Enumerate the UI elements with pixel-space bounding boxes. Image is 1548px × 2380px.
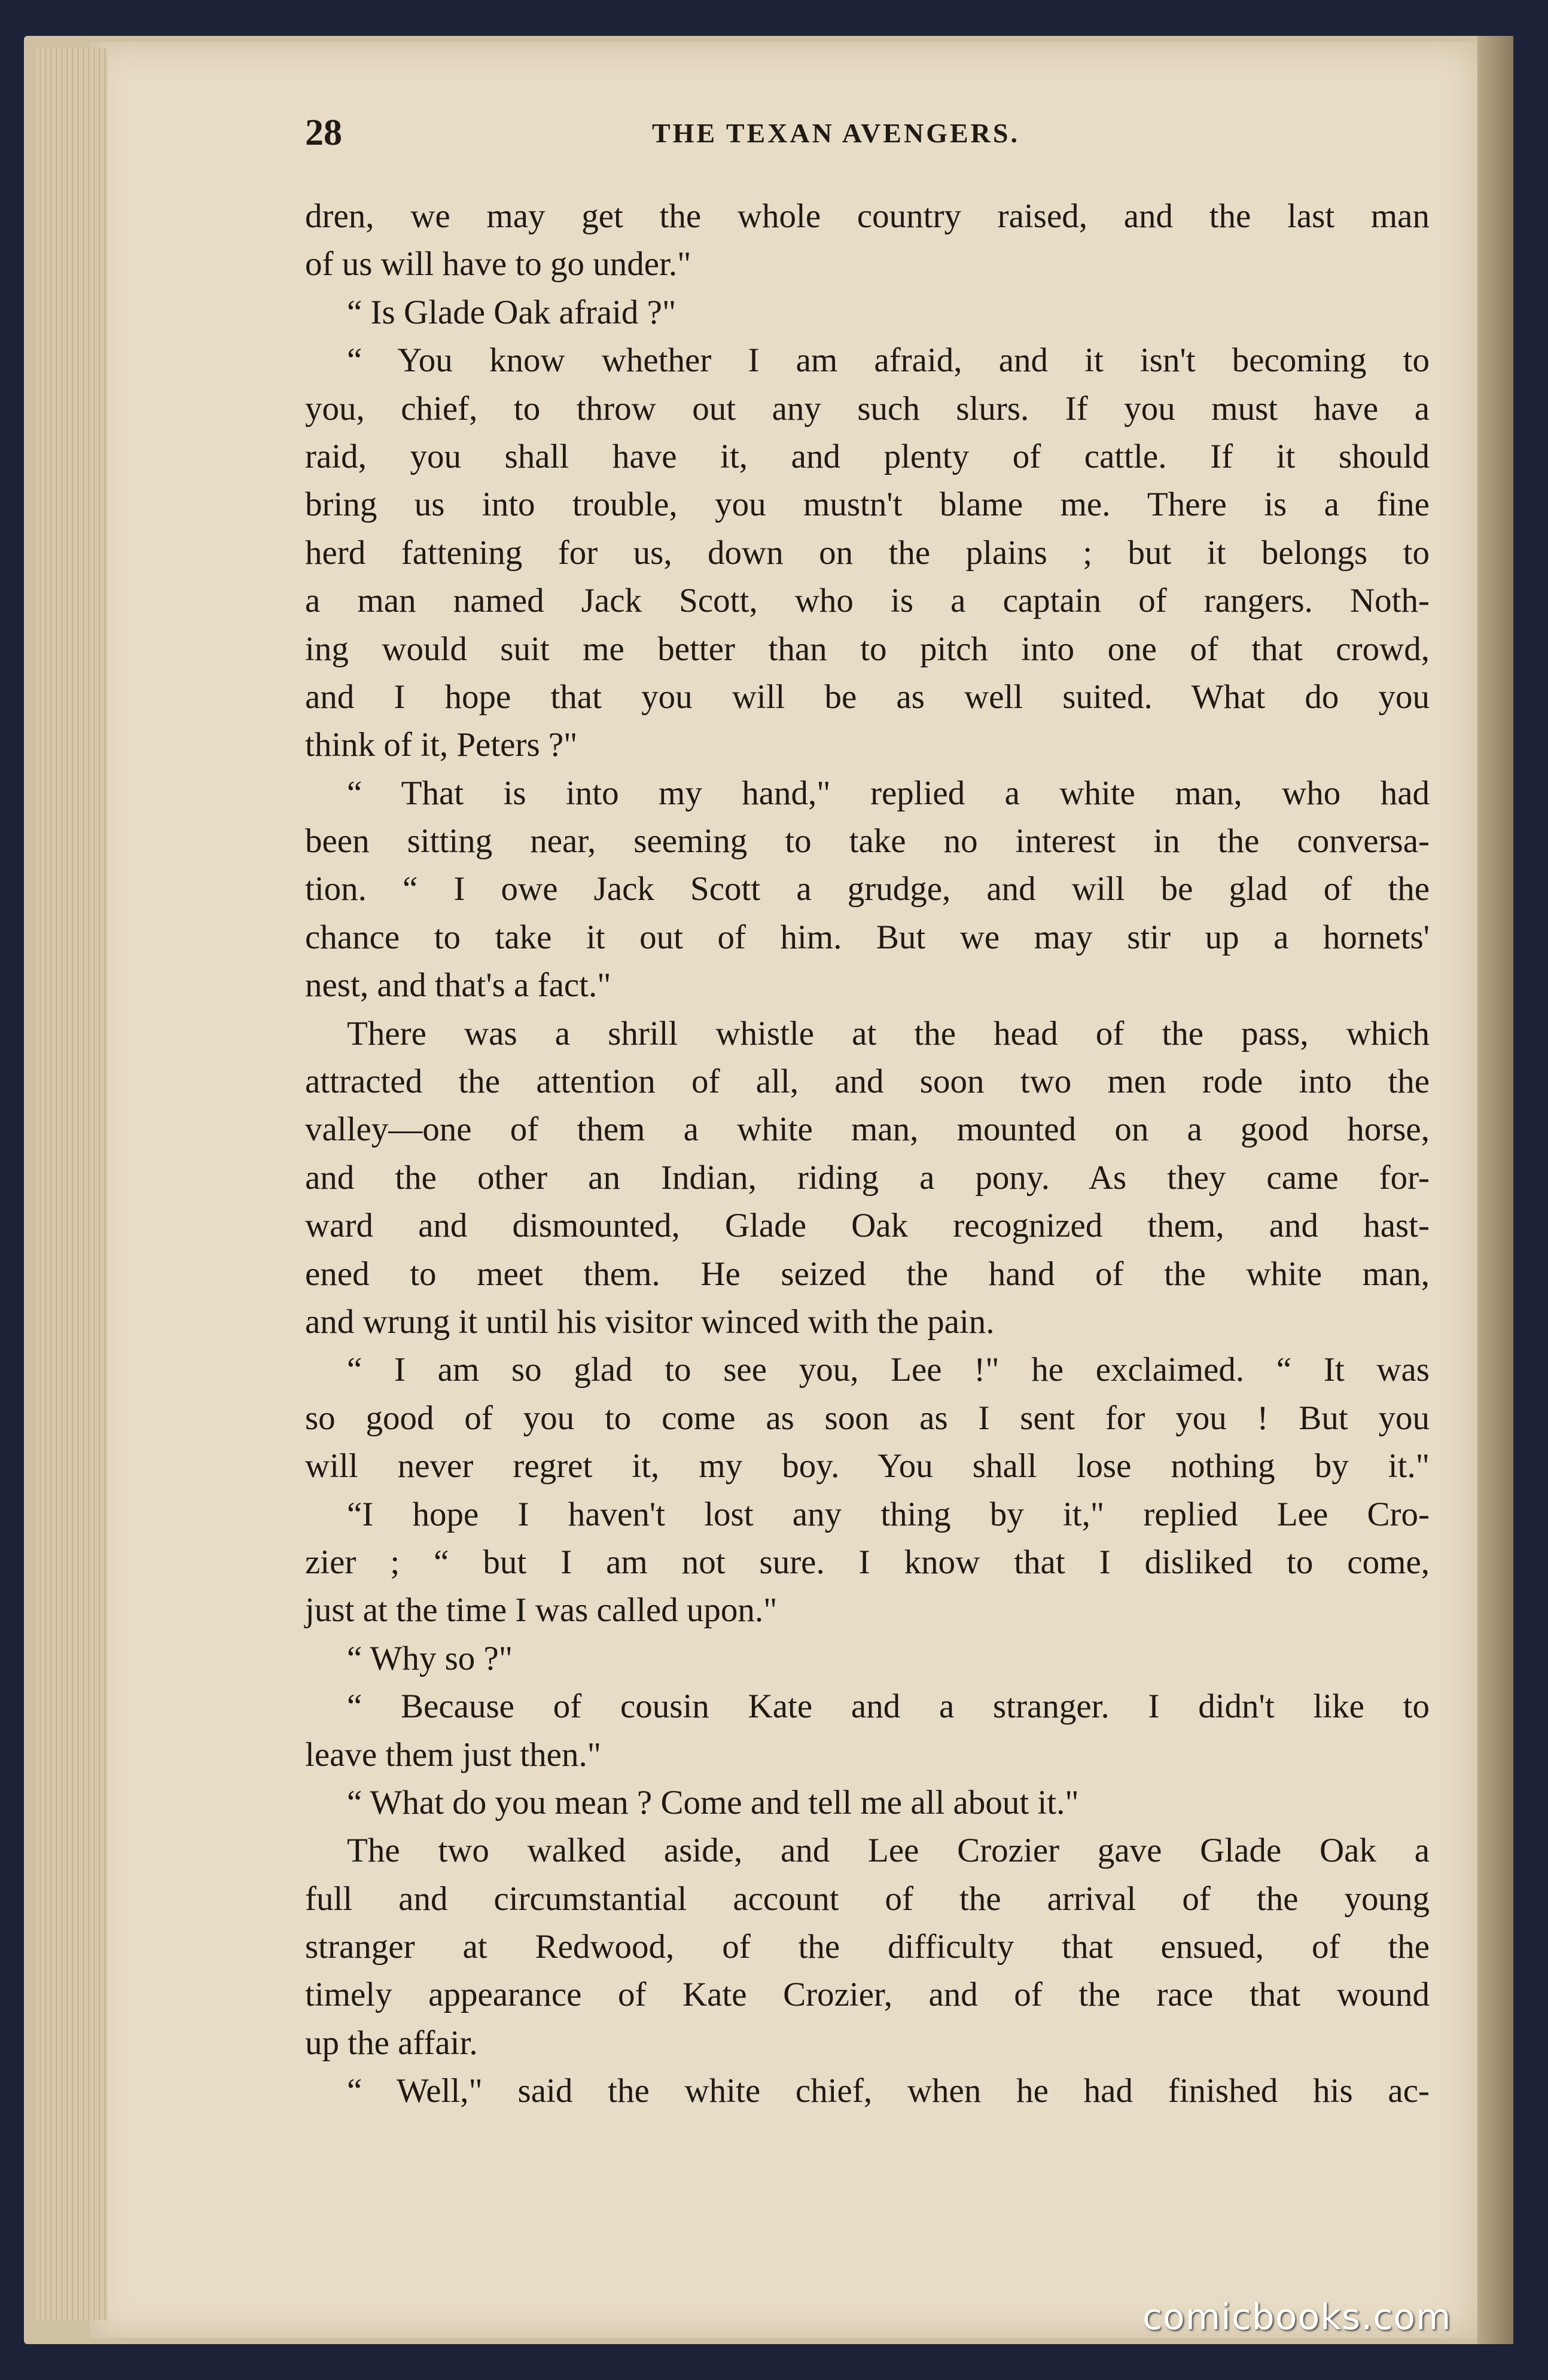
body-text — [305, 193, 1430, 2116]
binding-edge — [1477, 36, 1513, 2344]
text-line: “ Why so ?" — [347, 1639, 513, 1677]
page-number: 28 — [305, 112, 342, 153]
text-line: ened to meet them. He seized the hand of the white man, — [305, 1255, 1430, 1293]
text-line: The two walked aside, and Lee Crozier gave Glade Oak a — [347, 1832, 1430, 1870]
watermark: comicbooks.com — [1142, 2296, 1452, 2338]
text-line: of us will have to go under." — [305, 245, 691, 283]
text-line: and wrung it until his visitor winced with the pain. — [305, 1302, 995, 1341]
text-line: and the other an Indian, riding a pony. As they came for- — [305, 1158, 1430, 1197]
text-line: There was a shrill whistle at the head of the pass, which — [347, 1014, 1430, 1052]
text-line: “ What do you mean ? Come and tell me all about it." — [347, 1783, 1079, 1821]
text-line: zier ; “ but I am not sure. I know that I disliked to come, — [305, 1543, 1430, 1581]
running-head — [305, 109, 1430, 157]
running-title: THE TEXAN AVENGERS. — [652, 118, 1020, 148]
text-line: attracted the attention of all, and soon two men rode into the — [305, 1063, 1430, 1101]
text-line: tion. “ I owe Jack Scott a grudge, and will be glad of the — [305, 870, 1430, 908]
text-line: up the affair. — [305, 2024, 478, 2062]
text-line: stranger at Redwood, of the difficulty that ensued, of the — [305, 1928, 1430, 1966]
text-line: nest, and that's a fact." — [305, 966, 611, 1005]
text-line: timely appearance of Kate Crozier, and of the race that wound — [305, 1976, 1430, 2014]
text-line: “ That is into my hand," replied a white man, who had — [347, 774, 1430, 812]
text-line: “ Well," said the white chief, when he had finished his ac- — [347, 2072, 1430, 2110]
text-line: valley—one of them a white man, mounted on a good horse, — [305, 1110, 1430, 1149]
text-line: so good of you to come as soon as I sent for you ! But you — [305, 1399, 1430, 1437]
text-line: dren, we may get the whole country raised, and the last man — [305, 197, 1430, 235]
text-line: leave them just then." — [305, 1735, 601, 1774]
text-line: and I hope that you will be as well suited. What do you — [305, 678, 1430, 716]
text-line: a man named Jack Scott, who is a captain of rangers. Noth- — [305, 582, 1430, 620]
text-line: “I hope I haven't lost any thing by it," replied Lee Cro- — [347, 1495, 1430, 1533]
text-line: you, chief, to throw out any such slurs. If you must have a — [305, 389, 1430, 428]
text-line: “ You know whether I am afraid, and it isn't becoming to — [347, 341, 1430, 380]
text-line: think of it, Peters ?" — [305, 726, 578, 764]
text-line: ing would suit me better than to pitch into one of that crowd, — [305, 630, 1430, 668]
text-line: full and circumstantial account of the arrival of the young — [305, 1879, 1430, 1918]
text-line: ward and dismounted, Glade Oak recognized them, and hast- — [305, 1207, 1430, 1245]
text-line: just at the time I was called upon." — [305, 1591, 778, 1630]
text-line: “ Is Glade Oak afraid ?" — [347, 293, 677, 331]
page-stack-edges — [36, 48, 108, 2320]
text-line: chance to take it out of him. But we may stir up a hornets' — [305, 918, 1430, 956]
text-line: “ I am so glad to see you, Lee !" he exclaimed. “ It was — [347, 1351, 1430, 1389]
text-line: herd fattening for us, down on the plains ; but it belongs to — [305, 533, 1430, 572]
text-line: “ Because of cousin Kate and a stranger. I didn't like to — [347, 1688, 1430, 1726]
text-line: been sitting near, seeming to take no interest in the conversa- — [305, 822, 1430, 861]
text-line: raid, you shall have it, and plenty of cattle. If it should — [305, 437, 1430, 475]
text-line: will never regret it, my boy. You shall lose nothing by it." — [305, 1447, 1430, 1485]
text-line: bring us into trouble, you mustn't blame me. There is a fine — [305, 486, 1430, 524]
